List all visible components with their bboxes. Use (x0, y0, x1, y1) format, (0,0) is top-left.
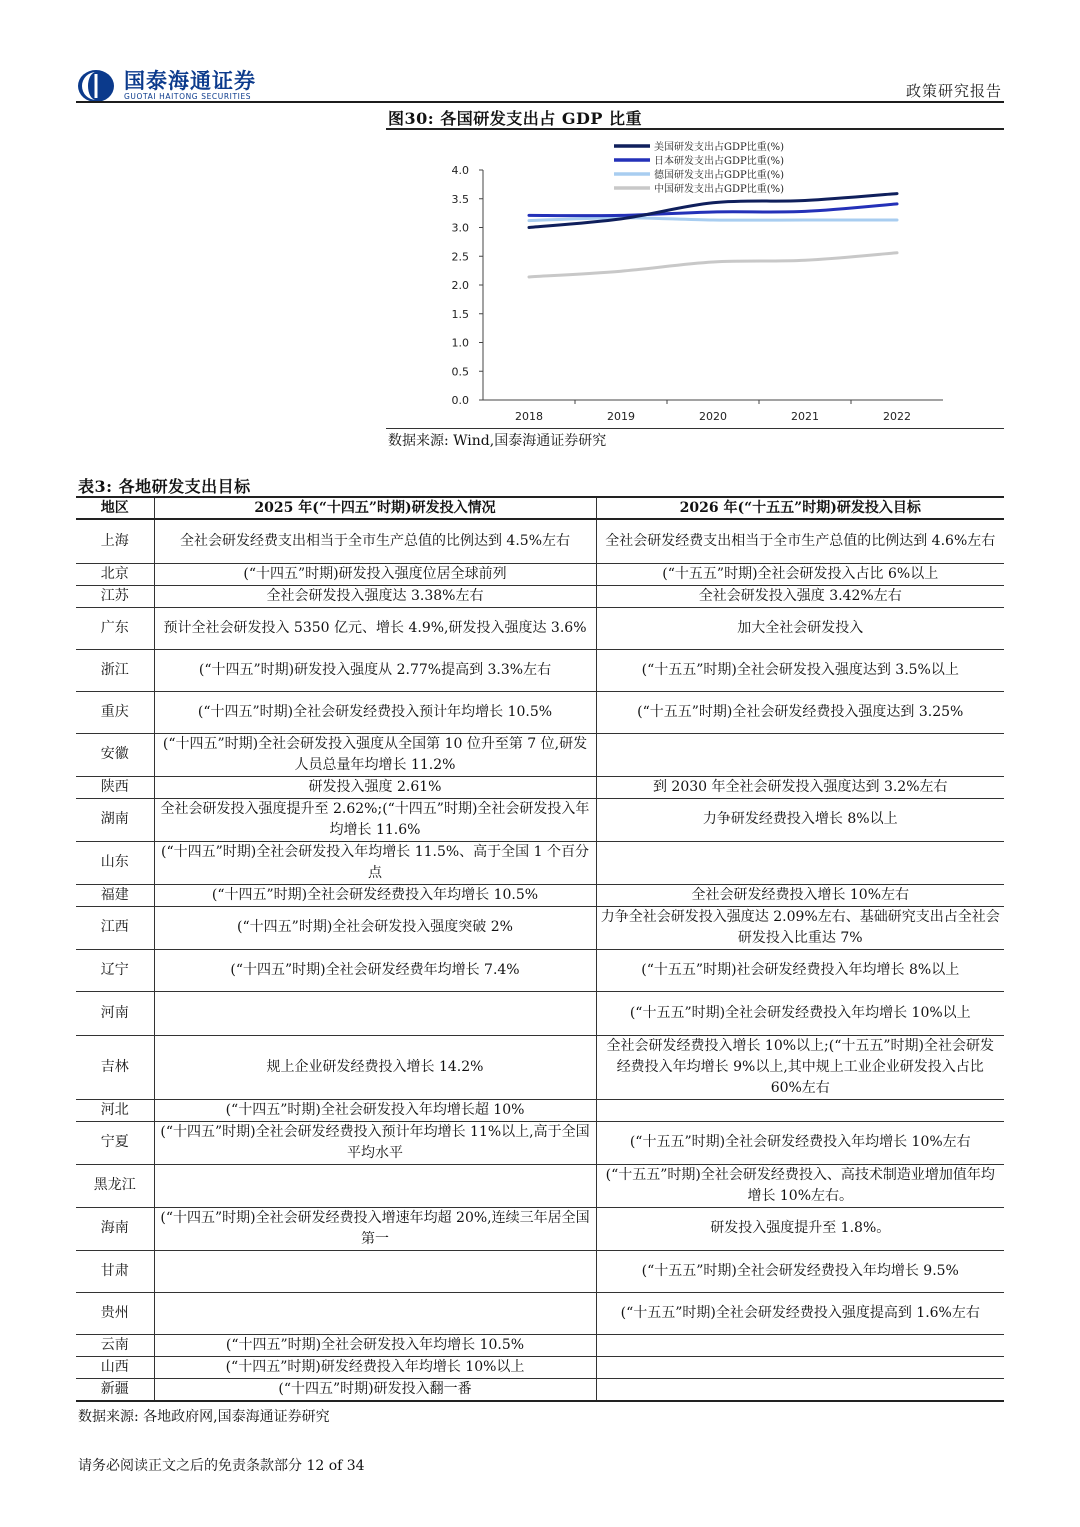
cell-2026: (“十五五”时期)全社会研发投入强度达到 3.5%以上 (596, 649, 1004, 691)
table-row (76, 563, 1004, 585)
table-row (76, 1099, 1004, 1121)
cell-region: 山西 (76, 1356, 154, 1378)
cell-region: 海南 (76, 1207, 154, 1250)
cell-region: 云南 (76, 1334, 154, 1356)
figure-title: 图30: 各国研发支出占 GDP 比重 (388, 109, 642, 128)
cell-2025: (“十四五”时期)全社会研发经费年均增长 7.4% (154, 949, 596, 991)
cell-2026: 力争全社会研发投入强度达 2.09%左右、基础研究支出占全社会研发投入比重达 7% (596, 906, 1004, 949)
cell-2026: (“十五五”时期)全社会研发经费投入年均增长 10%以上 (596, 991, 1004, 1035)
cell-2026 (596, 1099, 1004, 1121)
cell-2025 (154, 1250, 596, 1292)
cell-2026: 全社会研发投入强度 3.42%左右 (596, 585, 1004, 607)
cell-region: 江苏 (76, 585, 154, 607)
cell-2025 (154, 991, 596, 1035)
logo-name-cn: 国泰海通证券 (124, 69, 256, 93)
series-line-2 (529, 218, 897, 221)
cell-2025: 预计全社会研发投入 5350 亿元、增长 4.9%,研发投入强度达 3.6% (154, 607, 596, 649)
x-tick-label: 2019 (607, 410, 635, 423)
y-tick-label: 0.5 (451, 365, 469, 379)
cell-2025: (“十四五”时期)全社会研发经费投入预计年均增长 10.5% (154, 691, 596, 733)
cell-2026: 全社会研发经费投入增长 10%以上;(“十五五”时期)全社会研发经费投入年均增长 9%以上,其中规上工业企业研发投入占比 60%左右 (596, 1035, 1004, 1099)
table-row (76, 1164, 1004, 1207)
cell-region: 福建 (76, 884, 154, 906)
cell-region: 广东 (76, 607, 154, 649)
header-region: 地区 (76, 497, 154, 519)
cell-2026: 力争研发经费投入增长 8%以上 (596, 798, 1004, 841)
legend-label-0: 美国研发支出占GDP比重(%) (654, 142, 785, 153)
cell-2025: (“十四五”时期)研发投入强度位居全球前列 (154, 563, 596, 585)
table-source: 数据来源: 各地政府网,国泰海通证券研究 (78, 1409, 330, 1425)
cell-region: 贵州 (76, 1292, 154, 1334)
table-row (76, 1121, 1004, 1164)
table-row (76, 991, 1004, 1035)
table-row (76, 798, 1004, 841)
cell-2025: (“十四五”时期)全社会研发投入年均增长超 10% (154, 1099, 596, 1121)
cell-2025: (“十四五”时期)全社会研发经费投入年均增长 10.5% (154, 884, 596, 906)
cell-2025: (“十四五”时期)研发经费投入年均增长 10%以上 (154, 1356, 596, 1378)
x-tick-label: 2021 (791, 410, 819, 423)
cell-2026: 加大全社会研发投入 (596, 607, 1004, 649)
cell-region: 江西 (76, 906, 154, 949)
cell-2025: 全社会研发投入强度提升至 2.62%;(“十四五”时期)全社会研发投入年均增长 11.6% (154, 798, 596, 841)
table-row (76, 1207, 1004, 1250)
cell-region: 安徽 (76, 733, 154, 776)
cell-2025: (“十四五”时期)全社会研发投入年均增长 11.5%、高于全国 1 个百分点 (154, 841, 596, 884)
legend-label-1: 日本研发支出占GDP比重(%) (654, 156, 785, 167)
cell-2026 (596, 1378, 1004, 1401)
table-row (76, 884, 1004, 906)
y-tick-label: 1.5 (451, 307, 469, 321)
figure-bottom-rule (386, 428, 1004, 429)
cell-region: 北京 (76, 563, 154, 585)
series-line-3 (529, 253, 897, 277)
rd-gdp-line-chart (386, 132, 1004, 426)
cell-2026: 全社会研发经费支出相当于全市生产总值的比例达到 4.6%左右 (596, 519, 1004, 563)
logo-name-en: GUOTAI HAITONG SECURITIES (124, 92, 252, 101)
table-header-row (76, 497, 1004, 519)
cell-region: 新疆 (76, 1378, 154, 1401)
cell-2025: 全社会研发经费支出相当于全市生产总值的比例达到 4.5%左右 (154, 519, 596, 563)
cell-2026: 到 2030 年全社会研发投入强度达到 3.2%左右 (596, 776, 1004, 798)
y-tick-label: 0.0 (451, 394, 469, 407)
cell-2026: (“十五五”时期)全社会研发经费投入强度提高到 1.6%左右 (596, 1292, 1004, 1334)
legend-label-2: 德国研发支出占GDP比重(%) (654, 170, 785, 181)
x-tick-label: 2020 (699, 410, 727, 423)
table-row (76, 1035, 1004, 1099)
table-row (76, 1334, 1004, 1356)
cell-2025: (“十四五”时期)全社会研发投入年均增长 10.5% (154, 1334, 596, 1356)
table-row (76, 1250, 1004, 1292)
cell-2025: (“十四五”时期)研发投入翻一番 (154, 1378, 596, 1401)
cell-region: 山东 (76, 841, 154, 884)
cell-2025 (154, 1292, 596, 1334)
logo-mark-icon (76, 68, 116, 104)
y-tick-label: 2.0 (451, 279, 469, 292)
cell-region: 陕西 (76, 776, 154, 798)
company-logo (76, 66, 256, 106)
cell-2025: (“十四五”时期)全社会研发经费投入增速年均超 20%,连续三年居全国第一 (154, 1207, 596, 1250)
cell-2026 (596, 733, 1004, 776)
cell-region: 宁夏 (76, 1121, 154, 1164)
cell-region: 辽宁 (76, 949, 154, 991)
cell-region: 湖南 (76, 798, 154, 841)
figure-top-rule (386, 128, 1004, 130)
table-row (76, 607, 1004, 649)
regional-rd-targets-table (76, 496, 1004, 1402)
cell-region: 浙江 (76, 649, 154, 691)
cell-2025: 全社会研发投入强度达 3.38%左右 (154, 585, 596, 607)
x-tick-label: 2018 (515, 410, 543, 423)
cell-2025: (“十四五”时期)研发投入强度从 2.77%提高到 3.3%左右 (154, 649, 596, 691)
cell-2025: (“十四五”时期)全社会研发投入强度从全国第 10 位升至第 7 位,研发人员总量年均增长 11.2% (154, 733, 596, 776)
header-2025: 2025 年(“十四五”时期)研发投入情况 (154, 497, 596, 519)
y-tick-label: 3.0 (451, 221, 469, 235)
table-row (76, 1292, 1004, 1334)
page-footer: 请务必阅读正文之后的免责条款部分 12 of 34 (78, 1458, 365, 1474)
table-row (76, 691, 1004, 733)
table-row (76, 841, 1004, 884)
cell-2025: 研发投入强度 2.61% (154, 776, 596, 798)
table-row (76, 519, 1004, 563)
cell-2025: (“十四五”时期)全社会研发投入强度突破 2% (154, 906, 596, 949)
report-type-label: 政策研究报告 (905, 82, 1002, 100)
cell-2025: (“十四五”时期)全社会研发经费投入预计年均增长 11%以上,高于全国平均水平 (154, 1121, 596, 1164)
y-tick-label: 3.5 (451, 192, 469, 206)
cell-2026: (“十五五”时期)全社会研发经费投入强度达到 3.25% (596, 691, 1004, 733)
header-divider (76, 101, 1004, 103)
cell-2025: 规上企业研发经费投入增长 14.2% (154, 1035, 596, 1099)
cell-2026 (596, 1334, 1004, 1356)
table-row (76, 949, 1004, 991)
table-row (76, 649, 1004, 691)
cell-2026: 研发投入强度提升至 1.8%。 (596, 1207, 1004, 1250)
table-title: 表3: 各地研发支出目标 (78, 477, 251, 496)
cell-2026: (“十五五”时期)全社会研发经费投入年均增长 10%左右 (596, 1121, 1004, 1164)
cell-region: 黑龙江 (76, 1164, 154, 1207)
header-2026: 2026 年(“十五五”时期)研发投入目标 (596, 497, 1004, 519)
table-row (76, 585, 1004, 607)
cell-2026: (“十五五”时期)全社会研发经费投入、高技术制造业增加值年均增长 10%左右。 (596, 1164, 1004, 1207)
cell-region: 甘肃 (76, 1250, 154, 1292)
cell-2026 (596, 1356, 1004, 1378)
table-row (76, 776, 1004, 798)
y-tick-label: 2.5 (451, 250, 469, 264)
table-row (76, 906, 1004, 949)
x-tick-label: 2022 (883, 410, 911, 423)
cell-2025 (154, 1164, 596, 1207)
table-row (76, 733, 1004, 776)
table-row (76, 1378, 1004, 1401)
table-row (76, 1356, 1004, 1378)
figure-source: 数据来源: Wind,国泰海通证券研究 (388, 433, 607, 449)
cell-2026: 全社会研发经费投入增长 10%左右 (596, 884, 1004, 906)
y-tick-label: 4.0 (451, 164, 469, 177)
cell-region: 河南 (76, 991, 154, 1035)
cell-2026: (“十五五”时期)全社会研发投入占比 6%以上 (596, 563, 1004, 585)
cell-region: 吉林 (76, 1035, 154, 1099)
cell-region: 上海 (76, 519, 154, 563)
cell-region: 河北 (76, 1099, 154, 1121)
cell-2026 (596, 841, 1004, 884)
cell-region: 重庆 (76, 691, 154, 733)
cell-2026: (“十五五”时期)全社会研发经费投入年均增长 9.5% (596, 1250, 1004, 1292)
legend-label-3: 中国研发支出占GDP比重(%) (654, 184, 785, 195)
y-tick-label: 1.0 (451, 336, 469, 350)
series-line-1 (529, 204, 897, 216)
cell-2026: (“十五五”时期)社会研发经费投入年均增长 8%以上 (596, 949, 1004, 991)
